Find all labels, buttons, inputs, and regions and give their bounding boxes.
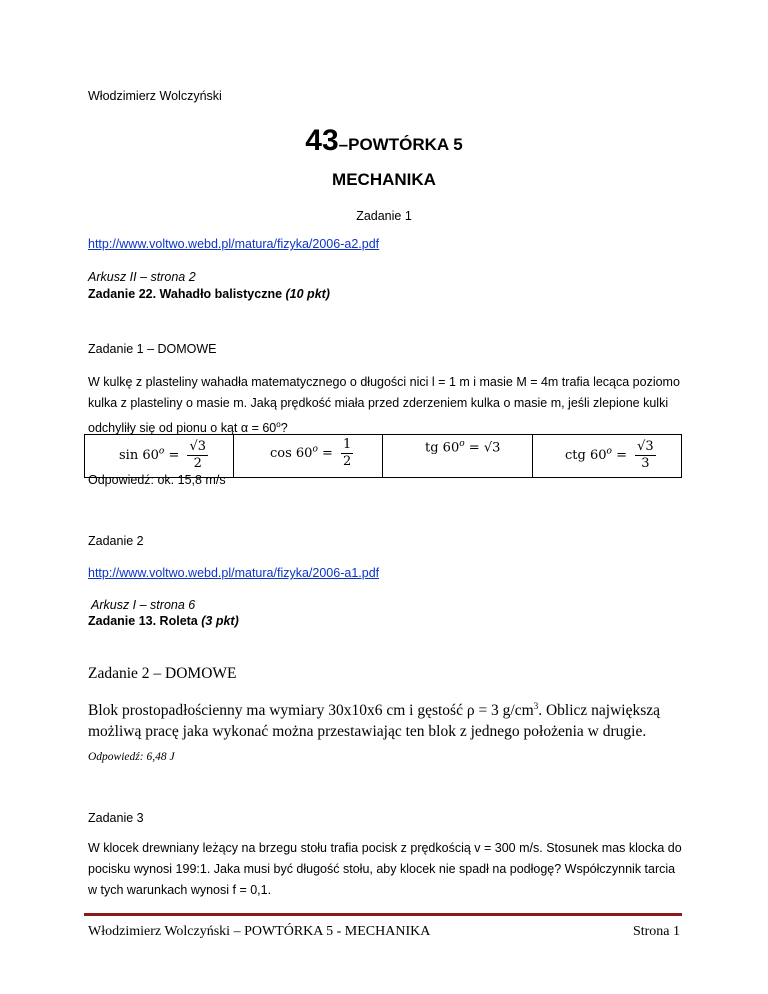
sin-formula: $\sin 60^o$ = $\frac{√3}{2}$ — [119, 439, 207, 471]
z1-label: Zadanie 1 — [356, 209, 412, 223]
footer-left: Włodzimierz Wolczyński – POWTÓRKA 5 - MECHANIKA — [88, 924, 431, 939]
footer-rule — [84, 913, 682, 916]
z2-homework-body-b: . Oblicz największą możliwą pracę jaka wykonać można przestawiając ten blok z jednego położenia w drugie. — [88, 702, 660, 741]
cos-numerator: 1 — [343, 437, 352, 452]
z1-degree: o — [276, 420, 281, 429]
sin-denominator: 2 — [193, 456, 202, 471]
z2-cm-cubed: 3 — [533, 701, 539, 711]
z1-question-mark: ? — [280, 421, 288, 436]
z2-homework-text — [88, 696, 684, 742]
z1-sheet: Arkusz II – strona 2 — [88, 270, 196, 284]
title-rest: –POWTÓRKA 5 — [338, 135, 463, 154]
z2-label: Zadanie 2 — [88, 534, 144, 548]
z1-link[interactable]: http://www.voltwo.webd.pl/matura/fizyka/2006-a2.pdf — [88, 237, 380, 251]
trig-cell-ctg — [533, 435, 681, 477]
z2-sheet: Arkusz I – strona 6 — [88, 598, 196, 612]
footer-page-number: Strona 1 — [632, 924, 680, 939]
z2-homework-label: Zadanie 2 – DOMOWE — [88, 665, 237, 682]
z1-task-title — [88, 284, 330, 305]
z3-label: Zadanie 3 — [88, 811, 144, 825]
z2-task-points: (3 pkt) — [201, 614, 239, 628]
tg-formula: tg $60^o = √3$ — [425, 439, 501, 456]
ctg-denominator: 3 — [641, 456, 650, 471]
cos-formula: $\cos 60^o$ = $\frac{1}{2}$ — [270, 437, 352, 469]
z1-answer: Odpowiedź: ok. 15,8 m/s — [88, 473, 226, 487]
page-subtitle: MECHANIKA — [332, 170, 436, 189]
z2-homework-body-a: Blok prostopadłościenny ma wymiary 30x10x6 cm i gęstość ρ = 3 g/cm — [88, 702, 534, 720]
z1-task-points: (10 pkt) — [285, 287, 330, 301]
z1-homework-label: Zadanie 1 – DOMOWE — [88, 342, 217, 356]
title-number: 43 — [305, 124, 339, 157]
ctg-numerator: √3 — [637, 439, 654, 454]
z2-task-name: Zadanie 13. Roleta — [88, 614, 202, 628]
z1-homework-text — [88, 372, 680, 439]
page-title — [0, 124, 768, 158]
ctg-formula: ctg $60^o$ = $\frac{√3}{3}$ — [565, 439, 654, 471]
z2-task-title — [88, 611, 239, 632]
trig-cell-tg — [383, 435, 533, 477]
header-author: Włodzimierz Wolczyński — [88, 89, 222, 103]
z3-text: W klocek drewniany leżący na brzegu stołu trafia pocisk z prędkością v = 300 m/s. Stosunek mas klocka do pocisku wynosi 199:1. Jaka musi być długość stołu, aby klocek nie spadł na podłogę? Współczynnik tarcia w tych warunkach wynosi f = 0,1. — [88, 841, 682, 897]
z1-homework-body: W kulkę z plasteliny wahadła matematycznego o długości nici l = 1 m i masie M = 4m trafia lecąca poziomo kulka z plasteliny o masie m. Jaką prędkość miała przed zderzeniem kulka o masie m, jeśli zlepione kulki odchyliły się od pionu o kąt α = 60 — [88, 375, 680, 436]
z2-link[interactable]: http://www.voltwo.webd.pl/matura/fizyka/2006-a1.pdf — [88, 566, 380, 580]
sin-numerator: √3 — [189, 439, 207, 454]
cos-denominator: 2 — [343, 454, 352, 469]
z1-task-name: Zadanie 22. Wahadło balistyczne — [88, 287, 286, 301]
z2-answer: Odpowiedź: 6,48 J — [88, 751, 175, 763]
trig-cell-cos — [234, 435, 383, 477]
